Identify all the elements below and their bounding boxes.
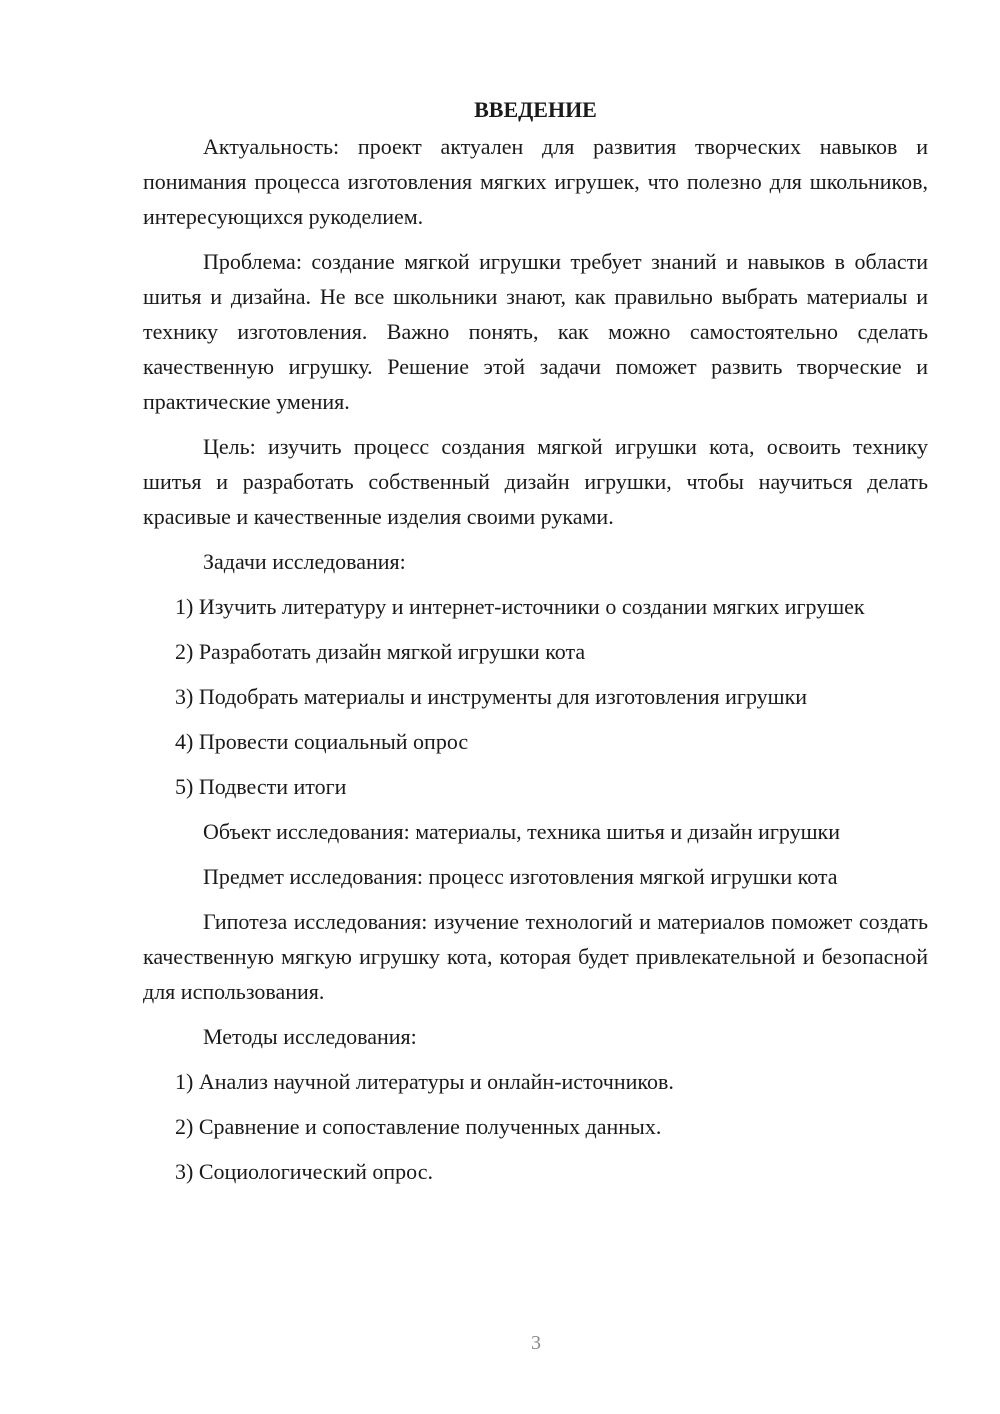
object-line: Объект исследования: материалы, техника шитья и дизайн игрушки: [203, 819, 841, 844]
page-title: ВВЕДЕНИЕ: [474, 97, 597, 122]
document-page: [143, 92, 928, 1199]
list-item: 1) Анализ научной литературы и онлайн-источников.: [175, 1069, 674, 1094]
tasks-list: [143, 589, 928, 804]
list-item: 4) Провести социальный опрос: [175, 729, 469, 754]
list-item: 1) Изучить литературу и интернет-источники о создании мягких игрушек: [175, 594, 865, 619]
list-item: 3) Социологический опрос.: [175, 1159, 433, 1184]
subject-line: Предмет исследования: процесс изготовления мягкой игрушки кота: [203, 864, 838, 889]
methods-list: [143, 1064, 928, 1189]
list-item: 3) Подобрать материалы и инструменты для изготовления игрушки: [175, 684, 808, 709]
list-item: 2) Сравнение и сопоставление полученных данных.: [175, 1114, 662, 1139]
tasks-title: Задачи исследования:: [203, 549, 406, 574]
problem-paragraph: Проблема: создание мягкой игрушки требует знаний и навыков в области шитья и дизайна. Не все школьники знают, как правильно выбрать материалы и технику изготовления. Важно понять, как можно самостоятельно сделать качественную игрушку. Решение этой задачи поможет развить творческие и практические умения.: [143, 249, 928, 414]
methods-title: Методы исследования:: [203, 1024, 417, 1049]
relevance-paragraph: Актуальность: проект актуален для развития творческих навыков и понимания процесса изготовления мягких игрушек, что полезно для школьников, интересующихся рукоделием.: [143, 134, 928, 229]
list-item: 2) Разработать дизайн мягкой игрушки кота: [175, 639, 586, 664]
page-number: 3: [531, 1332, 541, 1354]
list-item: 5) Подвести итоги: [175, 774, 347, 799]
goal-paragraph: Цель: изучить процесс создания мягкой игрушки кота, освоить технику шитья и разработать собственный дизайн игрушки, чтобы научиться делать красивые и качественные изделия своими руками.: [143, 434, 928, 529]
hypothesis-paragraph: Гипотеза исследования: изучение технологий и материалов поможет создать качественную мягкую игрушку кота, которая будет привлекательной и безопасной для использования.: [143, 909, 928, 1004]
